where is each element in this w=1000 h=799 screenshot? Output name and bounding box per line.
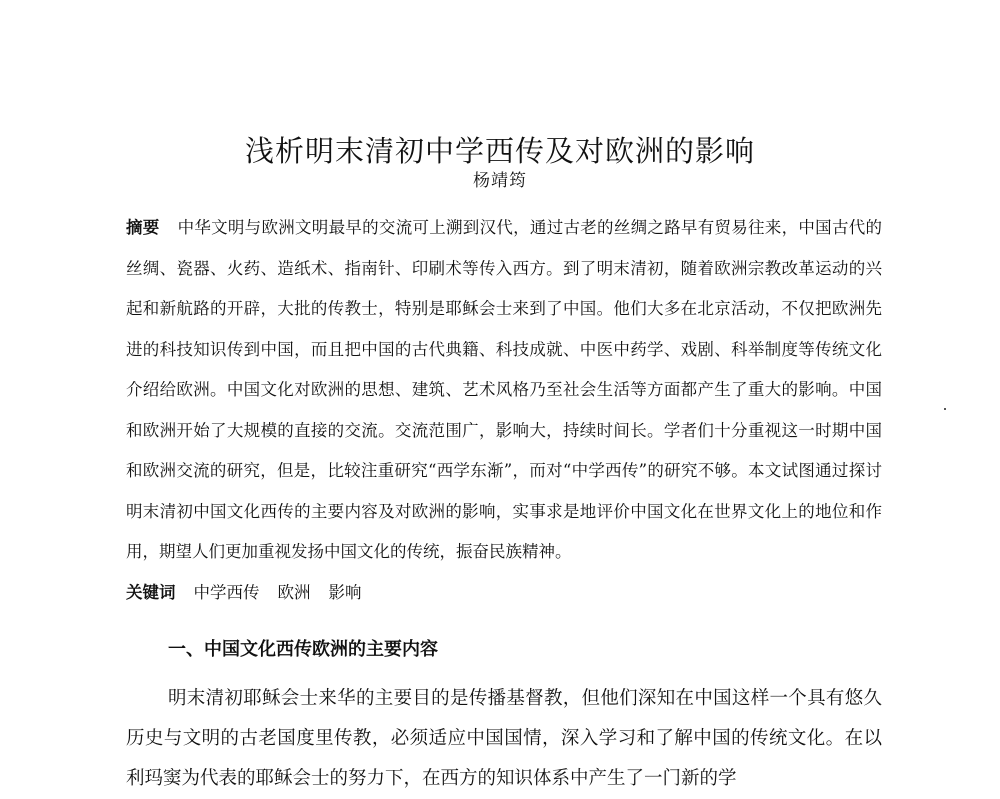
abstract-label: 摘要 (126, 218, 160, 237)
keyword-item: 中学西传 (193, 583, 260, 602)
abstract (126, 208, 882, 573)
scan-speck (944, 408, 946, 410)
keyword-item: 影响 (328, 583, 362, 602)
paper-title: 浅析明末清初中学西传及对欧洲的影响 (244, 134, 755, 169)
section-heading: 一、中国文化西传欧洲的主要内容 (168, 638, 438, 660)
author-name: 杨靖筠 (473, 171, 527, 191)
abstract-text: 中华文明与欧洲文明最早的交流可上溯到汉代，通过古老的丝绸之路早有贸易往来，中国古代的丝绸、瓷器、火药、造纸术、指南针、印刷术等传入西方。到了明末清初，随着欧洲宗教改革运动的兴起和新航路的开辟，大批的传教士，特别是耶稣会士来到了中国。他们大多在北京活动，不仅把欧洲先进的科技知识传到中国，而且把中国的古代典籍、科技成就、中医中药学、戏剧、科举制度等传统文化介绍给欧洲。中国文化对欧洲的思想、建筑、艺术风格乃至社会生活等方面都产生了重大的影响。中国和欧洲开始了大规模的直接的交流。交流范围广，影响大，持续时间长。学者们十分重视这一时期中国和欧洲交流的研究，但是，比较注重研究“西学东渐”，而对“中学西传”的研究不够。本文试图通过探讨明末清初中国文化西传的主要内容及对欧洲的影响，实事求是地评价中国文化在世界文化上的地位和作用，期望人们更加重视发扬中国文化的传统，振奋民族精神。 (126, 218, 883, 561)
keyword-item: 欧洲 (277, 583, 311, 602)
keywords (126, 578, 380, 608)
keywords-label: 关键词 (126, 583, 176, 602)
section-paragraph: 明末清初耶稣会士来华的主要目的是传播基督教，但他们深知在中国这样一个具有悠久历史与文明的古老国度里传教，必须适应中国国情，深入学习和了解中国的传统文化。在以利玛窦为代表的耶稣会士的努力下，在西方的知识体系中产生了一门新的学 (126, 687, 882, 789)
